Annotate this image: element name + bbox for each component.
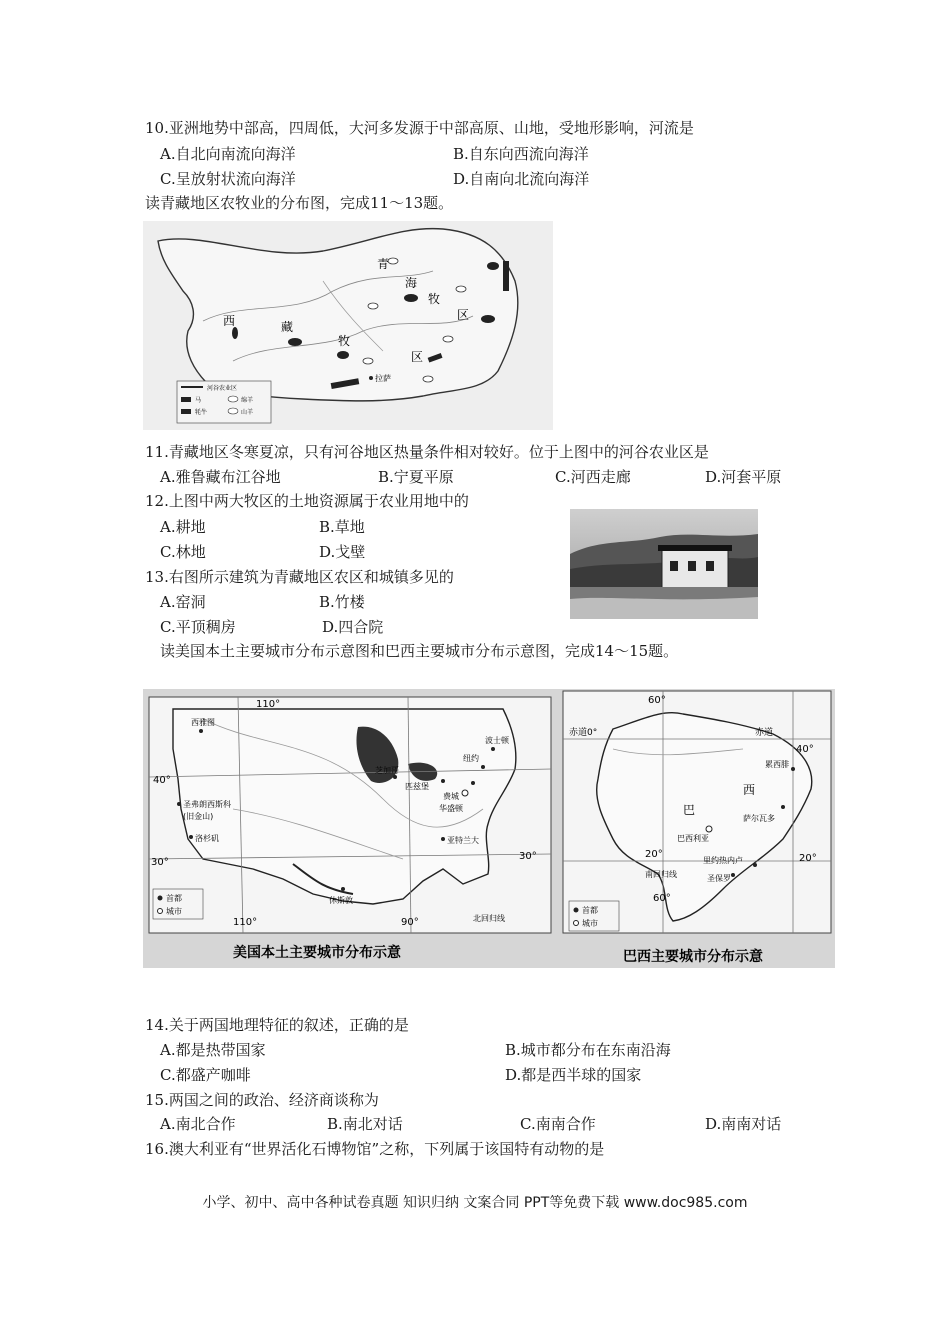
brazil-city-rio: 里约热内卢 — [703, 856, 743, 865]
brazil-city-recife: 累西腓 — [765, 760, 789, 769]
intro-14-15: 读美国本土主要城市分布示意图和巴西主要城市分布示意图，完成14～15题。 — [160, 642, 679, 660]
legend-valley: 河谷农业区 — [207, 385, 238, 392]
brazil-lon-60-bottom: 60° — [653, 893, 671, 904]
usa-city-boston: 波士顿 — [485, 736, 509, 745]
brazil-city-salvador: 萨尔瓦多 — [743, 814, 775, 823]
question-15-stem: 15.两国之间的政治、经济商谈称为 — [145, 1091, 379, 1109]
usa-lat-40: 40° — [153, 775, 171, 786]
usa-city-new-york: 纽约 — [463, 754, 479, 763]
usa-legend-capital: 首都 — [166, 894, 182, 903]
map-label-zang: 藏 — [281, 320, 294, 334]
usa-city-pittsburgh: 匹兹堡 — [405, 782, 429, 791]
usa-lon-90: 90° — [401, 917, 419, 928]
brazil-lat-20-left: 20° — [645, 849, 663, 860]
usa-city-seattle: 西雅图 — [191, 718, 215, 727]
question-13-option-c: C.平顶稠房 — [160, 618, 236, 636]
question-16-stem: 16.澳大利亚有“世界活化石博物馆”之称，下列属于该国特有动物的是 — [145, 1140, 605, 1158]
usa-city-chicago: 芝加哥 — [375, 766, 399, 775]
brazil-label-xi: 西 — [743, 783, 756, 797]
usa-city-houston: 休斯敦 — [329, 896, 353, 905]
legend-sheep: 绵羊 — [241, 397, 254, 404]
question-10-stem: 10.亚洲地势中部高，四周低，大河多发源于中部高原、山地，受地形影响，河流是 — [145, 119, 694, 137]
usa-lon-110-top: 110° — [256, 699, 281, 710]
question-12-option-a: A.耕地 — [160, 518, 206, 536]
map-label-qing: 青 — [377, 257, 390, 271]
question-13-option-d: D.四合院 — [322, 618, 384, 636]
usa-legend-city: 城市 — [166, 907, 182, 916]
brazil-lat-20-right: 20° — [799, 853, 817, 864]
question-13-option-b: B.竹楼 — [319, 593, 365, 611]
map-label-mu-1: 牧 — [428, 292, 441, 306]
usa-city-washington: 华盛顿 — [439, 804, 463, 813]
usa-lat-30: 30° — [151, 857, 169, 868]
question-13-stem: 13.右图所示建筑为青藏地区农区和城镇多见的 — [145, 568, 454, 586]
map-city-lhasa: 拉萨 — [375, 374, 391, 383]
question-10-option-b: B.自东向西流向海洋 — [453, 145, 589, 163]
usa-lat-30-right: 30° — [519, 851, 537, 862]
question-15-option-a: A.南北合作 — [160, 1115, 236, 1133]
question-15-option-b: B.南北对话 — [327, 1115, 403, 1133]
question-11-option-b: B.宁夏平原 — [378, 468, 454, 486]
usa-brazil-city-maps — [143, 689, 835, 968]
map-label-qu-1: 区 — [457, 308, 470, 322]
brazil-tropic-of-capricorn: 南回归线 — [645, 870, 677, 879]
question-10-option-c: C.呈放射状流向海洋 — [160, 170, 296, 188]
intro-11-13: 读青藏地区农牧业的分布图，完成11～13题。 — [145, 194, 454, 212]
question-15-option-d: D.南南对话 — [705, 1115, 782, 1133]
question-12-option-b: B.草地 — [319, 518, 365, 536]
usa-city-atlanta: 亚特兰大 — [447, 836, 479, 845]
usa-tropic-of-cancer: 北回归线 — [473, 914, 505, 923]
map-label-mu-2: 牧 — [338, 334, 351, 348]
question-12-stem: 12.上图中两大牧区的土地资源属于农业用地中的 — [145, 492, 469, 510]
question-13-option-a: A.窑洞 — [160, 593, 206, 611]
question-14-stem: 14.关于两国地理特征的叙述，正确的是 — [145, 1016, 409, 1034]
question-12-option-d: D.戈壁 — [319, 543, 366, 561]
brazil-lon-40: 40° — [796, 744, 814, 755]
legend-goat: 山羊 — [241, 409, 254, 416]
usa-lon-110-bottom: 110° — [233, 917, 258, 928]
question-11-stem: 11.青藏地区冬寒夏凉，只有河谷地区热量条件相对较好。位于上图中的河谷农业区是 — [145, 443, 709, 461]
tibet-agriculture-map — [143, 221, 553, 430]
usa-city-san-francisco-alt: (旧金山) — [183, 812, 214, 821]
question-11-option-d: D.河套平原 — [705, 468, 782, 486]
usa-city-san-francisco: 圣弗朗西斯科 — [183, 800, 231, 809]
question-14-option-d: D.都是西半球的国家 — [505, 1066, 642, 1084]
question-14-option-c: C.都盛产咖啡 — [160, 1066, 251, 1084]
usa-map-caption: 美国本土主要城市分布示意 — [233, 945, 401, 961]
brazil-equator-left: 赤道0° — [569, 728, 598, 738]
brazil-map-caption: 巴西主要城市分布示意 — [623, 949, 763, 965]
legend-horse: 马 — [195, 397, 202, 404]
brazil-label-ba: 巴 — [683, 803, 696, 817]
legend-yak: 牦牛 — [195, 409, 208, 416]
question-10-option-a: A.自北向南流向海洋 — [160, 145, 296, 163]
question-11-option-c: C.河西走廊 — [555, 468, 631, 486]
flat-roof-building-photo — [570, 509, 758, 619]
brazil-legend-capital: 首都 — [582, 906, 598, 915]
map-label-qu-2: 区 — [411, 350, 424, 364]
brazil-legend-city: 城市 — [582, 919, 598, 928]
brazil-lon-60-top: 60° — [648, 695, 666, 706]
map-label-xi: 西 — [223, 314, 236, 328]
question-14-option-a: A.都是热带国家 — [160, 1041, 266, 1059]
usa-city-los-angeles: 洛杉矶 — [195, 834, 219, 843]
question-14-option-b: B.城市都分布在东南沿海 — [505, 1041, 671, 1059]
question-10-option-d: D.自南向北流向海洋 — [453, 170, 590, 188]
brazil-city-brasilia: 巴西利亚 — [677, 834, 709, 843]
brazil-equator-right: 赤道 — [755, 728, 774, 738]
usa-city-philadelphia: 费城 — [443, 792, 459, 801]
page-footer: 小学、初中、高中各种试卷真题 知识归纳 文案合同 PPT等免费下载 www.doc985.com — [202, 1195, 748, 1211]
question-12-option-c: C.林地 — [160, 543, 206, 561]
question-11-option-a: A.雅鲁藏布江谷地 — [160, 468, 281, 486]
map-label-hai: 海 — [405, 276, 418, 290]
brazil-city-sao-paulo: 圣保罗 — [707, 874, 731, 883]
question-15-option-c: C.南南合作 — [520, 1115, 596, 1133]
